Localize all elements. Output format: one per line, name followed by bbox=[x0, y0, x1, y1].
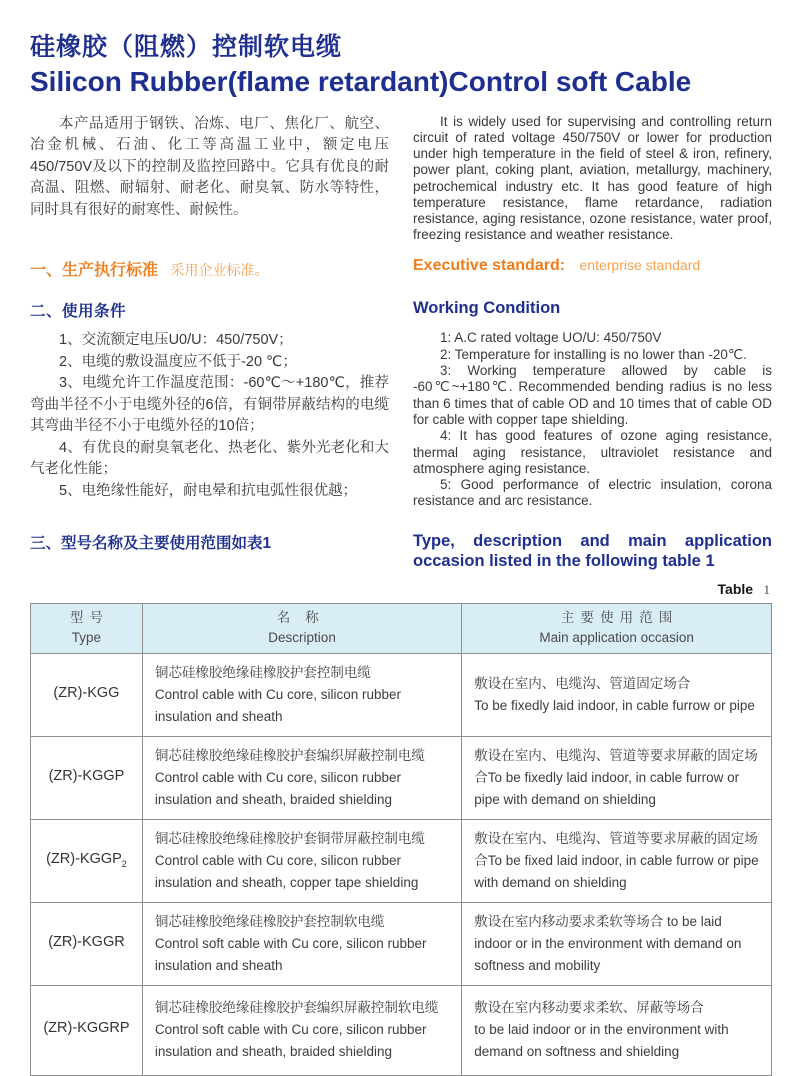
table-caption-number: 1 bbox=[763, 581, 770, 597]
condition-item: 5、电绝缘性能好，耐电晕和抗电弧性很优越； bbox=[59, 482, 358, 499]
condition-item: 3: Working temperature allowed by cable is -60℃~+180℃. Recommended bending radius is no less than 6 times that of cable OD and 10 times that of cable OD for cable with copper tape shielding. bbox=[413, 363, 772, 427]
type-description-table bbox=[30, 603, 772, 1076]
table-row bbox=[31, 819, 772, 902]
table-caption-word: Table bbox=[717, 580, 754, 597]
cell-type: $(ZR)-KGGP_2$ bbox=[31, 819, 143, 902]
section-standard-english bbox=[413, 257, 772, 280]
working-condition-heading-english: Working Condition bbox=[413, 299, 561, 318]
table-row bbox=[31, 653, 772, 736]
condition-item: 2: Temperature for installing is no lower than -20℃. bbox=[440, 346, 747, 362]
cell-type: (ZR)-KGGRP bbox=[31, 985, 143, 1075]
condition-item: 2、电缆的敷设温度应不低于-20 ℃； bbox=[59, 353, 297, 370]
condition-item: 4、有优良的耐臭氧老化、热老化、紫外光老化和大气老化性能； bbox=[30, 439, 389, 478]
cell-application: 敷设在室内移动要求柔软、屏蔽等场合 to be laid indoor or in the environment with demand on softness and shielding bbox=[462, 985, 772, 1075]
cell-description: 铜芯硅橡胶绝缘硅橡胶护套控制电缆 Control cable with Cu core, silicon rubber insulation and sheath bbox=[142, 653, 461, 736]
intro-paragraph-english: It is widely used for supervising and controlling return circuit of rated voltage 450/750V or lower for production under high temperature in the field of steel & iron, refinery, power plant, coking plant, aviation, metallurgy, machinery, petrochemical industry etc. It has good feature of high temperature resistance, flame retardance, radiation resistance, aging resistance, ozone resistance, water proof, freezing resistance and weather resistance. bbox=[413, 113, 772, 243]
cell-type: (ZR)-KGGR bbox=[31, 902, 143, 985]
condition-item: 1、交流额定电压U0/U：450/750V； bbox=[59, 332, 293, 349]
condition-item: 3、电缆允许工作温度范围：-60℃～+180℃，推荐弯曲半径不小于电缆外径的6倍，有铜带屏蔽结构的电缆其弯曲半径不小于电缆外径的10倍； bbox=[30, 375, 389, 435]
table-row bbox=[31, 985, 772, 1075]
cell-application: 敷设在室内、电缆沟、管道固定场合 To be fixedly laid indoor, in cable furrow or pipe bbox=[462, 653, 772, 736]
condition-item: 1: A.C rated voltage UO/U: 450/750V bbox=[440, 330, 662, 346]
working-condition-heading-chinese: 二、使用条件 bbox=[30, 303, 127, 321]
page-title-chinese: 硅橡胶（阻燃）控制软电缆 bbox=[30, 33, 343, 61]
cell-description: 铜芯硅橡胶绝缘硅橡胶护套编织屏蔽控制软电缆 Control soft cable with Cu core, silicon rubber insulation and sheath, braided shielding bbox=[142, 985, 461, 1075]
table-caption bbox=[30, 581, 770, 599]
cell-application: 敷设在室内移动要求柔软等场合 to be laid indoor or in the environment with demand on softness and mobility bbox=[462, 902, 772, 985]
standard-value-english: enterprise standard bbox=[579, 257, 701, 274]
cell-description: 铜芯硅橡胶绝缘硅橡胶护套控制软电缆 Control soft cable with Cu core, silicon rubber insulation and sheath bbox=[142, 902, 461, 985]
cell-application: 敷设在室内、电缆沟、管道等要求屏蔽的固定场合To be fixed laid indoor, in cable furrow or pipe with demand on shielding bbox=[462, 819, 772, 902]
condition-item: 4: It has good features of ozone aging resistance, thermal aging resistance, ultraviolet resistance and atmosphere aging resistance. bbox=[413, 428, 772, 476]
cell-type: (ZR)-KGGP bbox=[31, 736, 143, 819]
header-type: 型号 Type bbox=[31, 603, 143, 653]
cell-application: 敷设在室内、电缆沟、管道等要求屏蔽的固定场合To be fixedly laid indoor, in cable furrow or pipe with demand on shielding bbox=[462, 736, 772, 819]
table-row bbox=[31, 736, 772, 819]
types-section-heading-english: Type, description and main application occasion listed in the following table 1 bbox=[413, 531, 772, 571]
working-condition-list-chinese bbox=[30, 330, 389, 509]
page-title-english: Silicon Rubber(flame retardant)Control soft Cable bbox=[30, 66, 692, 98]
standard-value-chinese: 采用企业标准。 bbox=[170, 262, 269, 279]
types-section-heading-chinese: 三、型号名称及主要使用范围如表1 bbox=[30, 534, 272, 552]
cell-type: (ZR)-KGG bbox=[31, 653, 143, 736]
section-standard-chinese bbox=[30, 257, 389, 280]
header-description: 名称 Description bbox=[142, 603, 461, 653]
header-application: 主要使用范围 Main application occasion bbox=[462, 603, 772, 653]
cell-description: 铜芯硅橡胶绝缘硅橡胶护套编织屏蔽控制电缆 Control cable with Cu core, silicon rubber insulation and sheath, braided shielding bbox=[142, 736, 461, 819]
condition-item: 5: Good performance of electric insulation, corona resistance and arc resistance. bbox=[413, 477, 772, 509]
cell-description: 铜芯硅橡胶绝缘硅橡胶护套铜带屏蔽控制电缆 Control cable with Cu core, silicon rubber insulation and sheath, copper tape shielding bbox=[142, 819, 461, 902]
standard-heading-english: Executive standard: bbox=[413, 257, 566, 275]
two-column-body bbox=[30, 114, 772, 572]
intro-paragraph-chinese: 本产品适用于钢铁、冶炼、电厂、焦化厂、航空、冶金机械、石油、化工等高温工业中，额定电压450/750V及以下的控制及监控回路中。它具有优良的耐高温、阻燃、耐辐射、耐老化、耐臭氧、防水等特性，同时具有很好的耐寒性、耐候性。 bbox=[30, 115, 389, 218]
working-condition-list-english bbox=[413, 330, 772, 509]
table-row bbox=[31, 902, 772, 985]
table-header-row bbox=[31, 603, 772, 653]
standard-heading-chinese: 一、生产执行标准 bbox=[30, 262, 159, 280]
